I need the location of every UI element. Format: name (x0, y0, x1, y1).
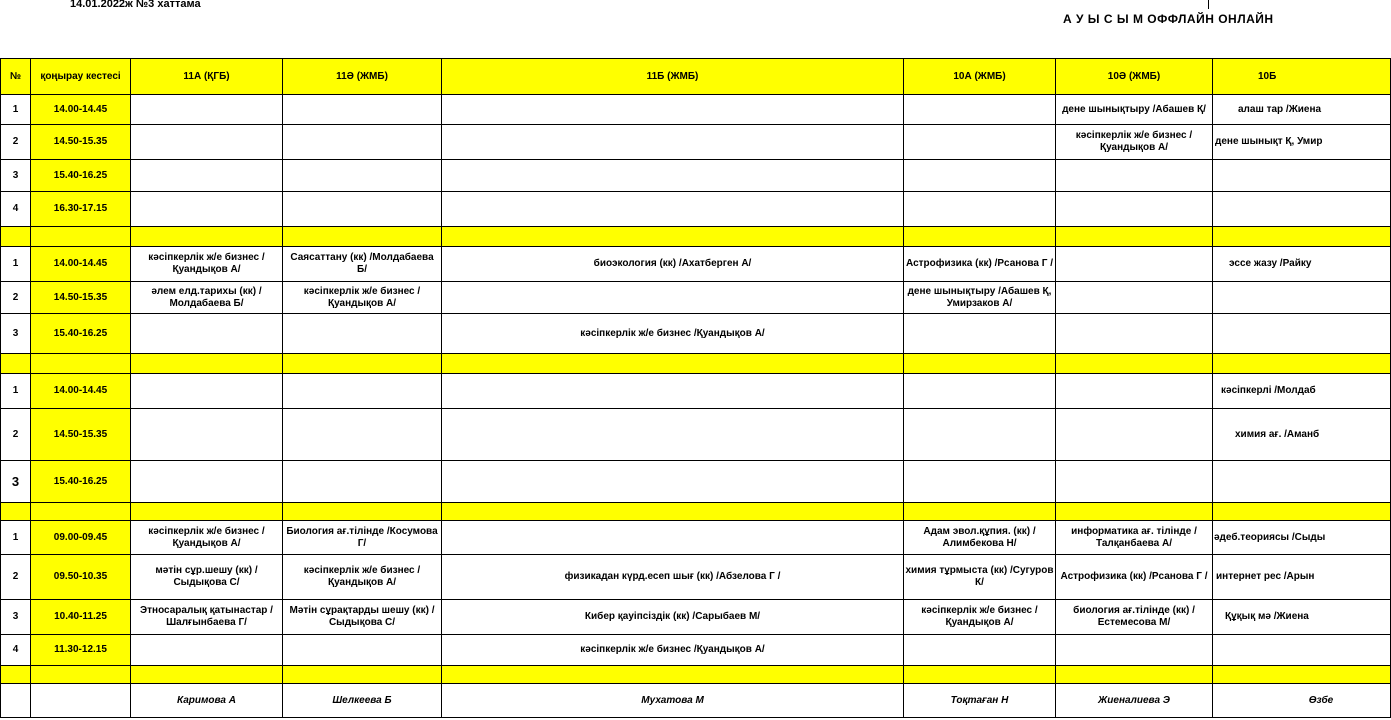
cell-10a (904, 125, 1056, 160)
cell-10ae: дене шынықтыру /Абашев Қ/ (1056, 95, 1213, 125)
table-row (1, 125, 1391, 160)
cell-11a (131, 461, 283, 503)
lesson-time: 10.40-11.25 (31, 600, 131, 635)
cell-11a (131, 160, 283, 192)
cell-11ae: кәсіпкерлік ж/е бизнес /Қуандықов А/ (283, 555, 442, 600)
cell-10b (1213, 160, 1391, 192)
cell-10a: кәсіпкерлік ж/е бизнес /Қуандықов А/ (904, 600, 1056, 635)
cell-10a: Адам эвол.құпия. (кк) /Алимбекова Н/ (904, 521, 1056, 555)
cell-11b (442, 374, 904, 409)
lesson-time: 14.50-15.35 (31, 125, 131, 160)
cell-11ae (283, 635, 442, 666)
cell-11ae (283, 374, 442, 409)
cell-11a (131, 374, 283, 409)
homeroom-teachers-row (1, 684, 1391, 718)
col-class-11a: 11А (ҚГБ) (131, 59, 283, 95)
cell-11ae: Биология ағ.тілінде /Косумова Г/ (283, 521, 442, 555)
lesson-no: 2 (1, 409, 31, 461)
cell-10a (904, 314, 1056, 354)
cell-10b (1213, 461, 1391, 503)
date-protocol: 14.01.2022ж №3 хаттама (70, 0, 201, 10)
lesson-no: 4 (1, 635, 31, 666)
cell-11ae: Саясаттану (кк) /Молдабаева Б/ (283, 247, 442, 282)
lesson-time: 14.00-14.45 (31, 247, 131, 282)
lesson-no: 1 (1, 247, 31, 282)
lesson-time: 15.40-16.25 (31, 314, 131, 354)
cell-11a (131, 95, 283, 125)
cell-10ae: кәсіпкерлік ж/е бизнес /Қуандықов А/ (1056, 125, 1213, 160)
header-row (1, 59, 1391, 95)
cell-11a (131, 635, 283, 666)
cell-11b (442, 192, 904, 227)
shift-mode-label: А У Ы С Ы М ОФФЛАЙН ОНЛАЙН (1063, 12, 1274, 26)
cell-10a (904, 461, 1056, 503)
cell-11b: биоэкология (кк) /Ахатберген А/ (442, 247, 904, 282)
cell-11a (131, 192, 283, 227)
cell-10b: алаш тар /Жиена (1213, 95, 1391, 125)
lesson-no: 3 (1, 160, 31, 192)
cell-10ae (1056, 247, 1213, 282)
lesson-no: 1 (1, 95, 31, 125)
cell-11ae (283, 160, 442, 192)
col-class-10a: 10А (ЖМБ) (904, 59, 1056, 95)
cell-10a (904, 95, 1056, 125)
cell-11ae (283, 95, 442, 125)
cell-11b: кәсіпкерлік ж/е бизнес /Қуандықов А/ (442, 314, 904, 354)
table-row (1, 247, 1391, 282)
cell-11b: Кибер қауіпсіздік (кк) /Сарыбаев М/ (442, 600, 904, 635)
lesson-no: 2 (1, 125, 31, 160)
cell-10b (1213, 314, 1391, 354)
cell-10ae (1056, 160, 1213, 192)
lesson-time: 15.40-16.25 (31, 160, 131, 192)
day-separator (1, 666, 1391, 684)
table-row (1, 95, 1391, 125)
lesson-no: 3 (1, 314, 31, 354)
cell-11b (442, 125, 904, 160)
cell-11ae (283, 314, 442, 354)
cell-11a (131, 409, 283, 461)
table-row (1, 192, 1391, 227)
schedule-table (0, 58, 1391, 718)
cell-11b (442, 521, 904, 555)
cell-11b (442, 95, 904, 125)
lesson-time: 15.40-16.25 (31, 461, 131, 503)
table-row (1, 555, 1391, 600)
cell-10a: химия тұрмыста (кк) /Сугуров К/ (904, 555, 1056, 600)
cell-10ae (1056, 374, 1213, 409)
cell-10b (1213, 635, 1391, 666)
teacher-10ae: Жиеналиева Э (1056, 684, 1213, 718)
lesson-time: 09.00-09.45 (31, 521, 131, 555)
cell-11ae: кәсіпкерлік ж/е бизнес /Қуандықов А/ (283, 282, 442, 314)
cell-10ae (1056, 461, 1213, 503)
col-bell-schedule: қоңырау кестесі (31, 59, 131, 95)
lesson-time: 14.50-15.35 (31, 409, 131, 461)
lesson-time: 16.30-17.15 (31, 192, 131, 227)
table-row (1, 314, 1391, 354)
col-no: № (1, 59, 31, 95)
lesson-no: 4 (1, 192, 31, 227)
day-separator (1, 227, 1391, 247)
cell-10b: дене шынықт Қ, Умир (1213, 125, 1391, 160)
lesson-no: 3 (1, 461, 31, 503)
lesson-time: 14.50-15.35 (31, 282, 131, 314)
table-row (1, 374, 1391, 409)
cell-10a (904, 374, 1056, 409)
col-class-10b: 10Б (1213, 59, 1391, 95)
cell-11b (442, 160, 904, 192)
cell-10b (1213, 192, 1391, 227)
cell-10a (904, 635, 1056, 666)
cell-10ae (1056, 635, 1213, 666)
cell-10a: Астрофизика (кк) /Рсанова Г / (904, 247, 1056, 282)
lesson-no: 1 (1, 521, 31, 555)
cell-11b (442, 461, 904, 503)
col-class-11b: 11Б (ЖМБ) (442, 59, 904, 95)
cell-10ae (1056, 192, 1213, 227)
teacher-11b: Мухатова М (442, 684, 904, 718)
cell-10ae (1056, 409, 1213, 461)
cell-11a: әлем елд.тарихы (кк) /Молдабаева Б/ (131, 282, 283, 314)
lesson-no: 3 (1, 600, 31, 635)
cell-11a: Этносаралық қатынастар /Шалғынбаева Г/ (131, 600, 283, 635)
cell-11ae: Мәтін сұрақтарды шешу (кк) /Сыдықова С/ (283, 600, 442, 635)
cell-11b: физикадан күрд.есеп шығ (кк) /Абзелова Г / (442, 555, 904, 600)
cell-10b: химия ағ. /Аманб (1213, 409, 1391, 461)
cell-10b: Құқық мә /Жиена (1213, 600, 1391, 635)
cell-marker (1208, 0, 1209, 9)
col-class-11ae: 11Ә (ЖМБ) (283, 59, 442, 95)
cell-11a: кәсіпкерлік ж/е бизнес /Қуандықов А/ (131, 247, 283, 282)
table-row (1, 282, 1391, 314)
teacher-10a: Тоқтаған Н (904, 684, 1056, 718)
cell-10ae (1056, 282, 1213, 314)
cell-11a: кәсіпкерлік ж/е бизнес /Қуандықов А/ (131, 521, 283, 555)
cell-11a (131, 314, 283, 354)
cell-10ae: Астрофизика (кк) /Рсанова Г / (1056, 555, 1213, 600)
cell-11ae (283, 461, 442, 503)
lesson-time: 14.00-14.45 (31, 95, 131, 125)
lesson-time: 11.30-12.15 (31, 635, 131, 666)
cell-10a: дене шынықтыру /Абашев Қ, Умирзаков А/ (904, 282, 1056, 314)
cell-11ae (283, 192, 442, 227)
lesson-time: 14.00-14.45 (31, 374, 131, 409)
teacher-10b: Өзбе (1213, 684, 1391, 718)
day-separator (1, 354, 1391, 374)
cell-10ae: биология ағ.тілінде (кк) /Естемесова М/ (1056, 600, 1213, 635)
day-separator (1, 503, 1391, 521)
table-row (1, 160, 1391, 192)
cell-11a: мәтін сұр.шешу (кк) /Сыдықова С/ (131, 555, 283, 600)
cell-10b (1213, 282, 1391, 314)
table-row (1, 461, 1391, 503)
cell-10a (904, 160, 1056, 192)
cell-11b (442, 409, 904, 461)
cell-10b: эссе жазу /Райку (1213, 247, 1391, 282)
cell-10a (904, 192, 1056, 227)
table-row (1, 600, 1391, 635)
cell-10b: кәсіпкерлі /Молдаб (1213, 374, 1391, 409)
cell-10b: интернет рес /Арын (1213, 555, 1391, 600)
cell-11a (131, 125, 283, 160)
cell-11ae (283, 125, 442, 160)
table-row (1, 521, 1391, 555)
col-class-10ae: 10Ә (ЖМБ) (1056, 59, 1213, 95)
lesson-no: 2 (1, 282, 31, 314)
table-row (1, 635, 1391, 666)
cell-10a (904, 409, 1056, 461)
table-row (1, 409, 1391, 461)
lesson-time: 09.50-10.35 (31, 555, 131, 600)
cell-11b (442, 282, 904, 314)
lesson-no: 1 (1, 374, 31, 409)
cell-10ae (1056, 314, 1213, 354)
teacher-11ae: Шелкеева Б (283, 684, 442, 718)
cell-11ae (283, 409, 442, 461)
teacher-11a: Каримова А (131, 684, 283, 718)
lesson-no: 2 (1, 555, 31, 600)
cell-10b: әдеб.теориясы /Сыды (1213, 521, 1391, 555)
cell-11b: кәсіпкерлік ж/е бизнес /Қуандықов А/ (442, 635, 904, 666)
cell-10ae: информатика ағ. тілінде /Талқанбаева А/ (1056, 521, 1213, 555)
